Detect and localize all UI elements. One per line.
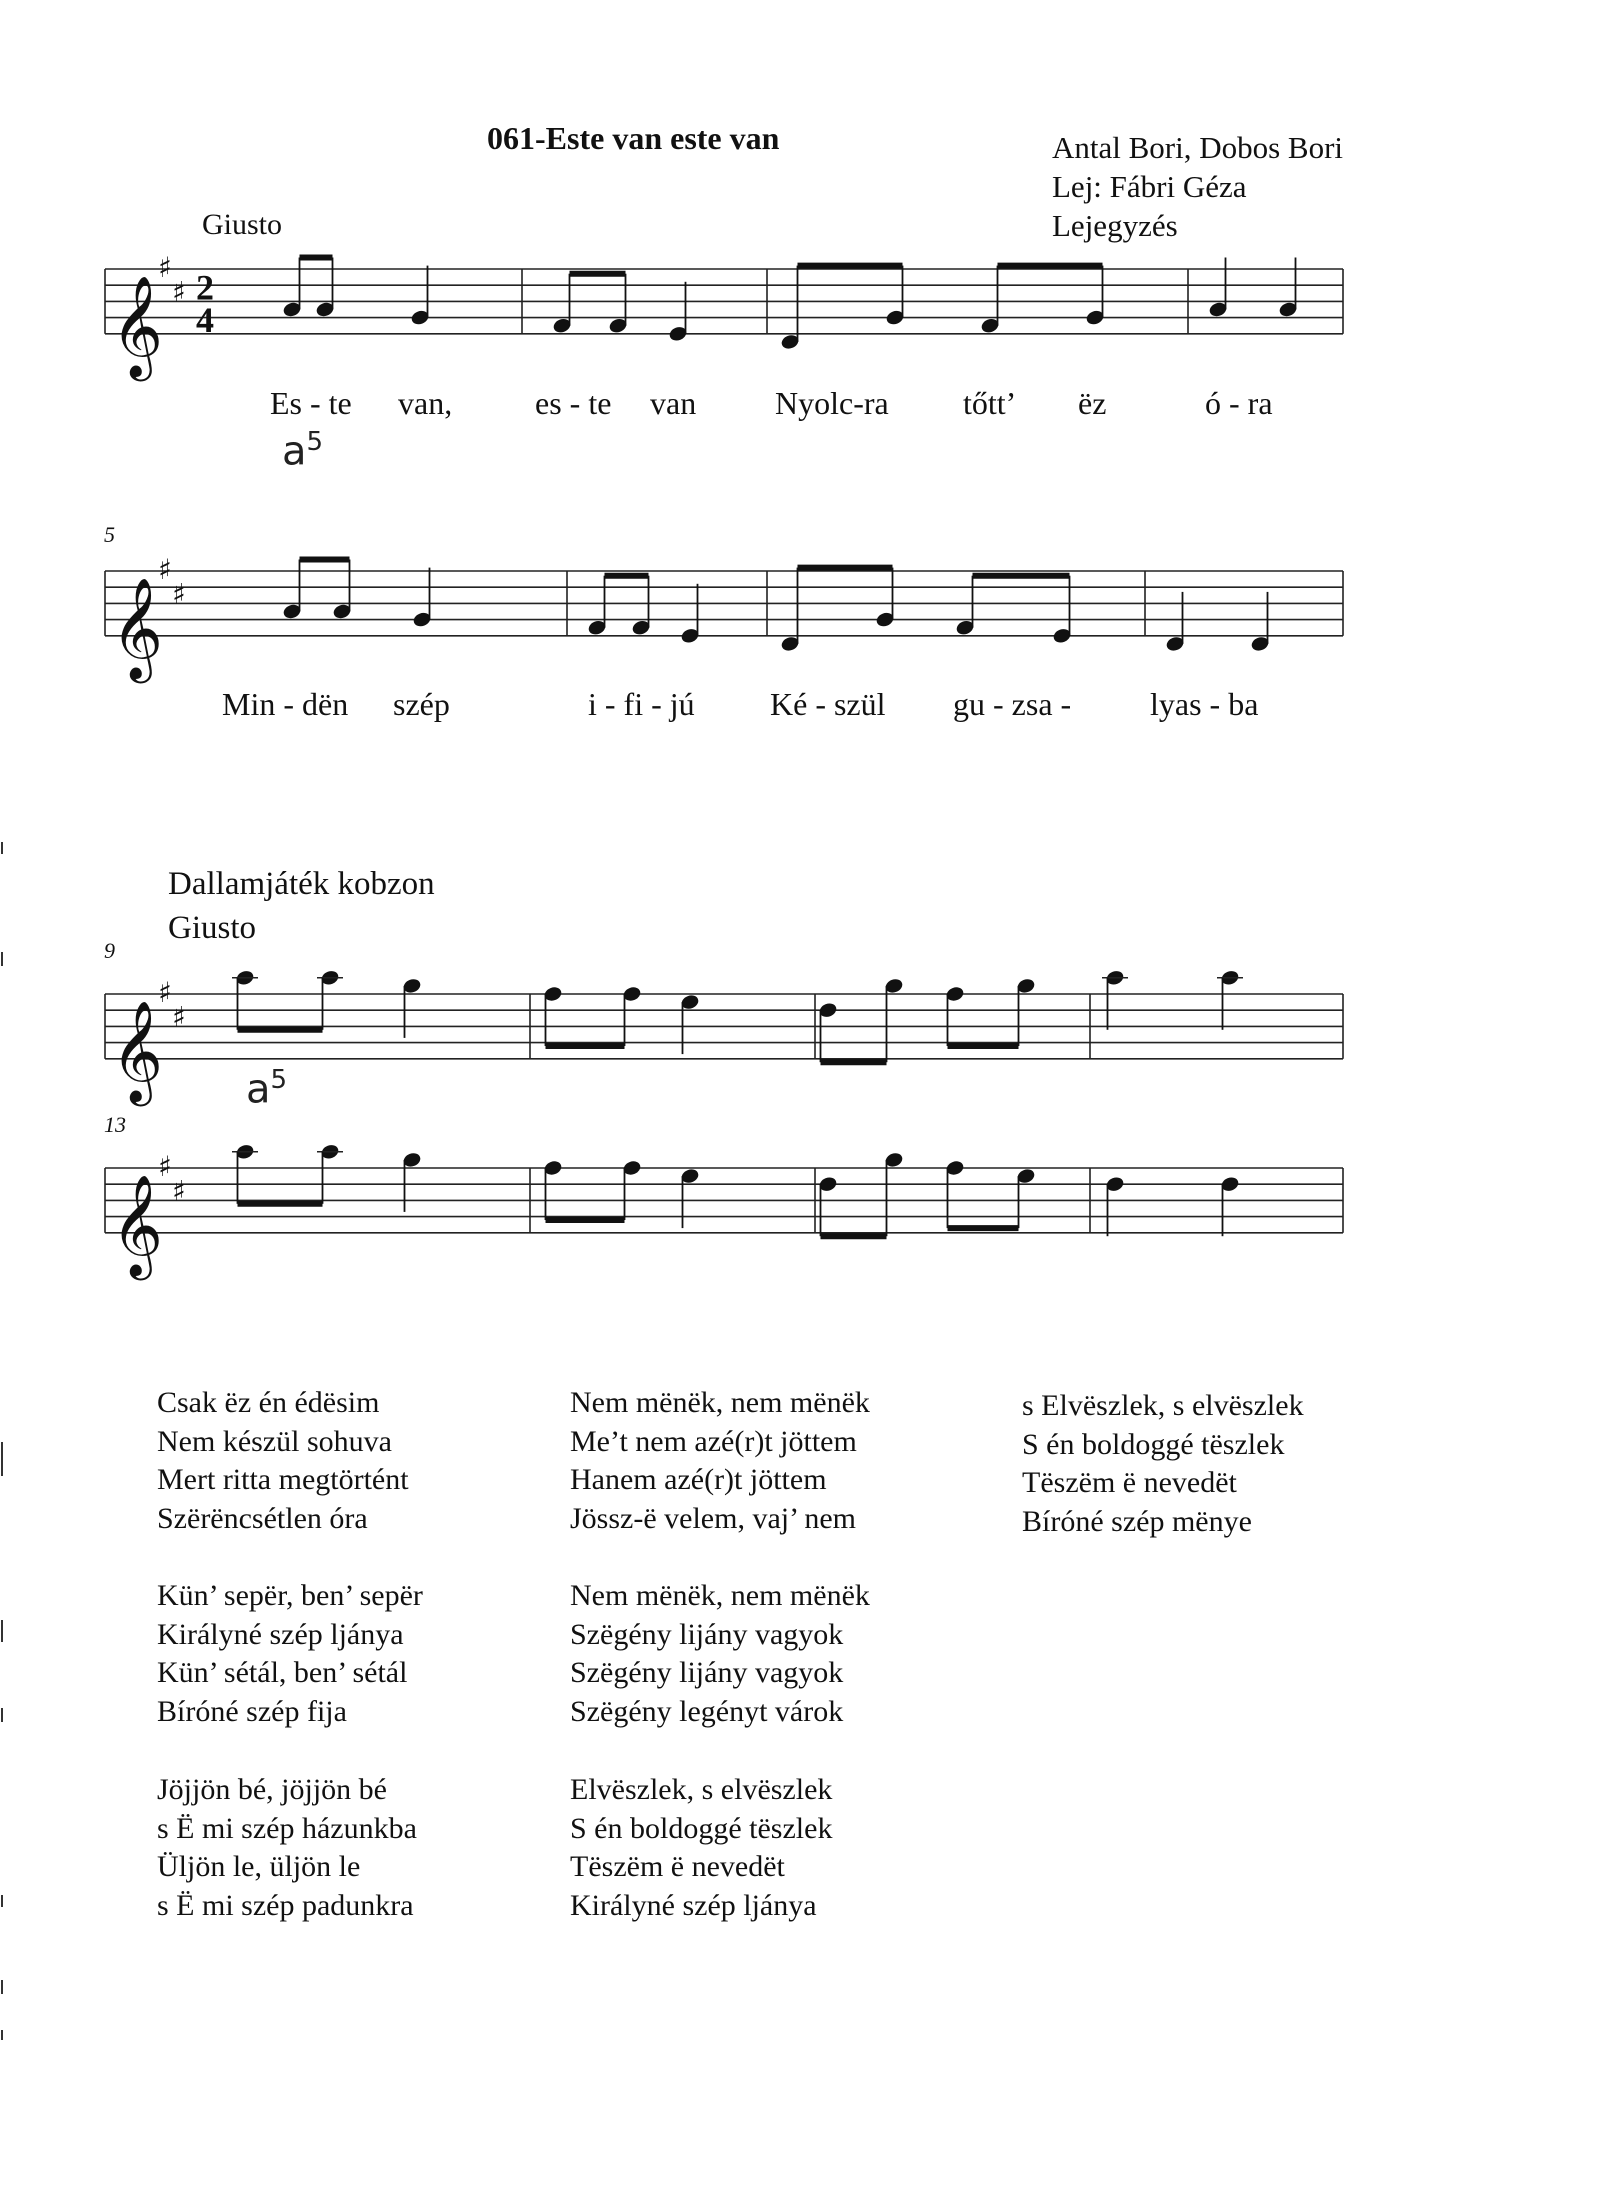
- lyric-syllable: es - te: [535, 385, 612, 421]
- verse-line: Me’t nem azé(r)t jöttem: [570, 1424, 857, 1458]
- verse-line: Szëgény lijány vagyok: [570, 1656, 844, 1689]
- verse-line: Jöjjön bé, jöjjön bé: [157, 1773, 387, 1806]
- verse-line: Nem mënëk, nem mënëk: [570, 1579, 870, 1612]
- sharp-icon: ♯: [158, 976, 172, 1009]
- scan-margin-mark: [1, 1980, 3, 1994]
- credit-transcription: Lejegyzés: [1052, 208, 1178, 243]
- lyric-syllable: szép: [393, 686, 450, 722]
- verse-line: Csak ëz én édësim: [157, 1386, 380, 1419]
- time-signature-bottom: 4: [196, 299, 214, 340]
- staff-system-2: [0, 522, 1597, 679]
- treble-clef-icon: 𝄞: [111, 575, 164, 679]
- staff-system-4: [0, 1119, 1597, 1276]
- verse-line: Szërëncsétlen óra: [157, 1501, 368, 1535]
- lyric-syllable: Es - te: [270, 385, 352, 421]
- measure-number-5: 5: [104, 522, 115, 547]
- verse-line: Nem készül sohuva: [157, 1424, 392, 1458]
- verse-line: Bíróné szép mënye: [1022, 1504, 1252, 1538]
- verse-line: Jössz-ë velem, vaj’ nem: [570, 1501, 857, 1535]
- tempo-marking-1: Giusto: [202, 208, 283, 241]
- verse-3: [157, 1771, 417, 1925]
- verse-line: Bíróné szép fija: [157, 1694, 347, 1728]
- scan-margin-mark: [1, 1895, 3, 1907]
- verse-line: S én boldoggé tëszlek: [570, 1811, 833, 1845]
- sharp-icon: ♯: [172, 275, 186, 309]
- verse-line: Üljön le, üljön le: [157, 1850, 361, 1883]
- lyric-syllable: van,: [398, 385, 453, 421]
- scan-margin-mark: [1, 952, 3, 966]
- section-label: [168, 862, 435, 950]
- handwritten-annotation-1: $a^5$: [282, 427, 324, 475]
- scan-margin-mark: [1, 842, 3, 854]
- lyric-syllable: gu - zsa -: [953, 686, 1072, 722]
- sharp-icon: ♯: [172, 577, 186, 611]
- verse-line: Kün’ sepër, ben’ sepër: [157, 1579, 423, 1612]
- verse-line: Mert ritta megtörtént: [157, 1463, 409, 1496]
- scan-margin-mark: [1, 1442, 3, 1476]
- lyric-syllable: i - fi - jú: [588, 686, 695, 722]
- lyric-syllable: ëz: [1078, 385, 1107, 421]
- sharp-icon: ♯: [158, 251, 172, 284]
- verse-7: [1022, 1387, 1304, 1541]
- lyric-syllable: van: [650, 385, 697, 421]
- scan-margin-mark: [1, 1708, 3, 1722]
- scan-margin-mark: [1, 1620, 3, 1642]
- verse-line: Királyné szép ljánya: [570, 1888, 817, 1922]
- lyric-syllable: ó - ra: [1205, 385, 1273, 421]
- time-signature-top: 2: [196, 267, 214, 308]
- lyric-syllable: lyas - ba: [1150, 686, 1259, 722]
- tempo-marking-2: Giusto: [168, 910, 257, 946]
- verse-line: Nem mënëk, nem mënëk: [570, 1386, 870, 1419]
- credit-collector: Lej: Fábri Géza: [1052, 169, 1247, 204]
- scan-margin-mark: [1, 2030, 3, 2040]
- verse-line: s Ë mi szép házunkba: [157, 1811, 417, 1845]
- sharp-icon: ♯: [158, 553, 172, 586]
- section-title: Dallamjáték kobzon: [168, 866, 435, 902]
- verse-5: [570, 1577, 870, 1731]
- measure-number-9: 9: [104, 938, 115, 963]
- verse-4: [570, 1384, 870, 1538]
- verse-2: [157, 1577, 423, 1731]
- sharp-icon: ♯: [158, 1150, 172, 1183]
- verse-line: Tëszëm ë nevedët: [1022, 1466, 1237, 1499]
- verse-1: [157, 1384, 409, 1538]
- lyric-syllable: Ké - szül: [770, 686, 886, 722]
- lyric-syllable: tőtt’: [963, 385, 1017, 421]
- sharp-icon: ♯: [172, 1174, 186, 1208]
- verse-line: Hanem azé(r)t jöttem: [570, 1463, 827, 1496]
- verse-6: [570, 1771, 832, 1925]
- verse-line: Kün’ sétál, ben’ sétál: [157, 1656, 408, 1689]
- treble-clef-icon: 𝄞: [111, 273, 164, 377]
- verse-line: s Elvëszlek, s elvëszlek: [1022, 1389, 1304, 1422]
- verse-line: S én boldoggé tëszlek: [1022, 1427, 1285, 1461]
- verse-line: Szëgény legényt várok: [570, 1694, 844, 1728]
- credit-performers: Antal Bori, Dobos Bori: [1052, 130, 1344, 165]
- verse-line: s Ë mi szép padunkra: [157, 1888, 414, 1922]
- treble-clef-icon: 𝄞: [111, 1172, 164, 1276]
- measure-number-13: 13: [104, 1112, 126, 1137]
- treble-clef-icon: 𝄞: [111, 998, 164, 1102]
- verse-line: Elvëszlek, s elvëszlek: [570, 1773, 833, 1806]
- lyric-syllable: Nyolc-ra: [775, 385, 889, 421]
- verse-line: Királyné szép ljánya: [157, 1617, 404, 1651]
- page-title: 061-Este van este van: [487, 120, 780, 156]
- handwritten-annotation-2: $a^5$: [246, 1065, 288, 1113]
- lyric-syllable: Min - dën: [222, 686, 349, 722]
- verse-line: Szëgény lijány vagyok: [570, 1617, 844, 1651]
- verse-line: Tëszëm ë nevedët: [570, 1850, 785, 1883]
- sharp-icon: ♯: [172, 1000, 186, 1034]
- staff-system-1: [0, 220, 1597, 377]
